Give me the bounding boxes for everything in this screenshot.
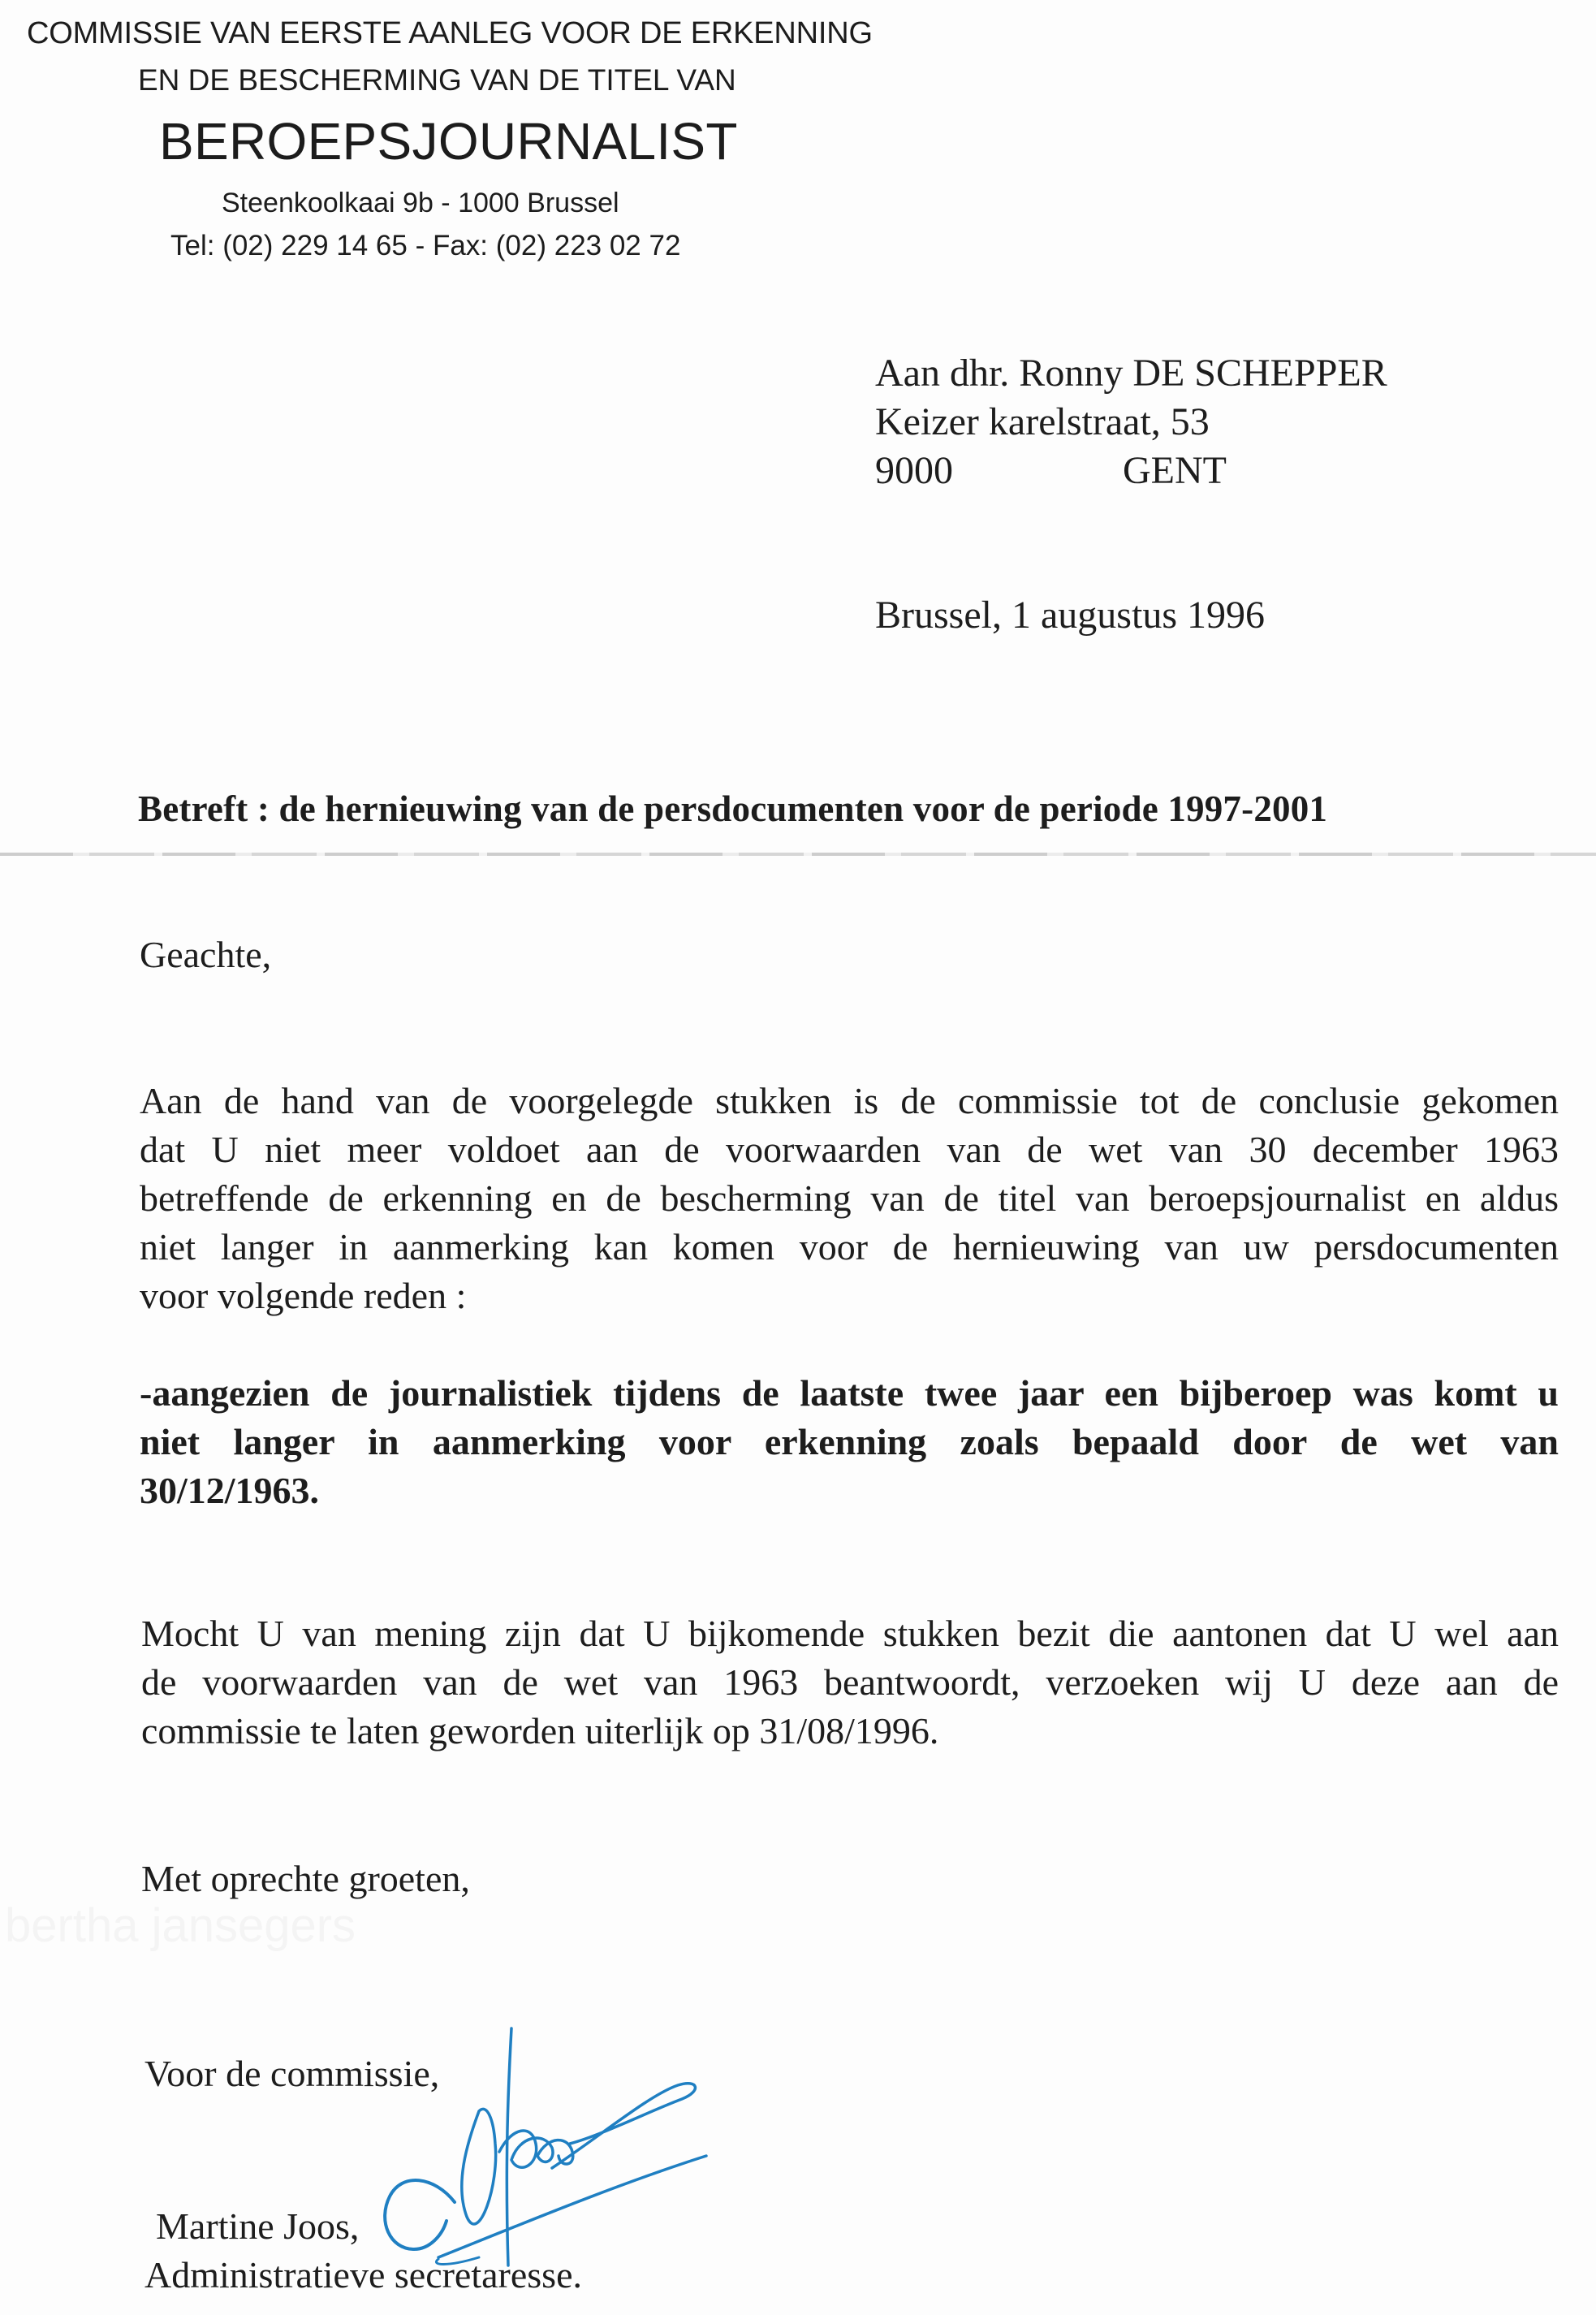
salutation: Geachte, (140, 934, 272, 975)
date-line: Brussel, 1 augustus 1996 (875, 594, 1265, 637)
paragraph-1-line: niet langer in aanmerking kan komen voor de hernieuwing van uw persdocumenten (140, 1226, 1559, 1268)
letterhead-contact: Tel: (02) 229 14 65 - Fax: (02) 223 02 72 (170, 230, 681, 261)
signature-stroke (438, 2156, 706, 2257)
signature-stroke (436, 2257, 479, 2265)
paragraph-1-line: dat U niet meer voldoet aan de voorwaarden van de wet van 30 december 1963 (140, 1129, 1559, 1170)
reason-line: -aangezien de journalistiek tijdens de laatste twee jaar een bijberoep was komt u (140, 1372, 1559, 1414)
recipient-city: GENT (1123, 449, 1227, 492)
paragraph-1-line: betreffende de erkenning en de bescherming van de titel van beroepsjournalist en aldus (140, 1177, 1559, 1219)
signatory-role: Administratieve secretaresse. (145, 2254, 582, 2296)
reason-line: 30/12/1963. (140, 1470, 320, 1511)
letterhead-title: BEROEPSJOURNALIST (159, 112, 738, 171)
letterhead-address: Steenkoolkaai 9b - 1000 Brussel (222, 188, 619, 218)
subject-line: Betreft : de hernieuwing van de persdocumenten voor de periode 1997-2001 (138, 788, 1328, 829)
letterhead-line-2: EN DE BESCHERMING VAN DE TITEL VAN (138, 63, 736, 97)
recipient-postcode: 9000 (875, 449, 953, 492)
handwritten-signature (357, 2022, 714, 2290)
recipient-name: Aan dhr. Ronny DE SCHEPPER (875, 352, 1387, 395)
paragraph-2-line: Mocht U van mening zijn dat U bijkomende stukken bezit die aantonen dat U wel aan (141, 1613, 1559, 1654)
paragraph-1-line: voor volgende reden : (140, 1275, 467, 1316)
signatory-name: Martine Joos, (156, 2205, 360, 2247)
signature-stroke (462, 2109, 496, 2224)
paragraph-1-line: Aan de hand van de voorgelegde stukken is de commissie tot de conclusie gekomen (140, 1080, 1559, 1121)
reason-line: niet langer in aanmerking voor erkenning zoals bepaald door de wet van (140, 1421, 1559, 1462)
paragraph-2-line: commissie te laten geworden uiterlijk op 31/08/1996. (141, 1710, 939, 1751)
paragraph-1 (140, 1077, 1559, 1320)
recipient-street: Keizer karelstraat, 53 (875, 400, 1210, 443)
paragraph-2-line: de voorwaarden van de wet van 1963 beantwoordt, verzoeken wij U deze aan de (141, 1661, 1559, 1703)
paragraph-2 (141, 1609, 1559, 1756)
paper-fold-line (0, 853, 1596, 856)
watermark: bertha jansegers (5, 1899, 356, 1952)
reason-paragraph (140, 1369, 1559, 1515)
signature-stroke (385, 2180, 455, 2249)
closing: Met oprechte groeten, (141, 1858, 470, 1899)
signature-on-behalf: Voor de commissie, (145, 2053, 440, 2094)
letterhead-line-1: COMMISSIE VAN EERSTE AANLEG VOOR DE ERKENNING (27, 16, 873, 50)
